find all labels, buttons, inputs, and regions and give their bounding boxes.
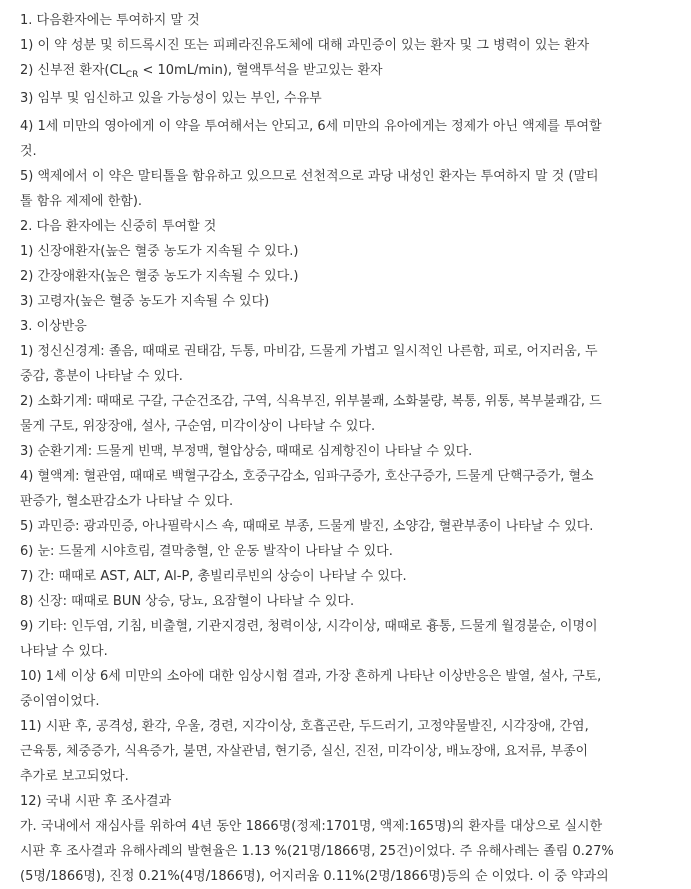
text-line: 판증가, 혈소판감소가 나타날 수 있다. xyxy=(20,494,234,509)
text-line: 톨 함유 제제에 한함). xyxy=(20,194,143,209)
text-line: 12) 국내 시판 후 조사결과 xyxy=(20,794,172,809)
subscript-cr: CR xyxy=(125,70,139,80)
list-item xyxy=(20,789,691,814)
list-item xyxy=(20,814,691,889)
text-line: 10) 1세 이상 6세 미만의 소아에 대한 임상시험 결과, 가장 흔하게 나타난 이상반응은 발열, 설사, 구토, xyxy=(20,669,602,684)
text-line: 11) 시판 후, 공격성, 환각, 우울, 경련, 지각이상, 호흡곤란, 두드러기, 고정약물발진, 시각장애, 간염, xyxy=(20,719,589,734)
text-line: 5) 액제에서 이 약은 말티톨을 함유하고 있으므로 선천적으로 과당 내성인 환자는 투여하지 말 것 (말티 xyxy=(20,169,599,184)
list-item-renal-failure xyxy=(20,58,691,83)
list-item xyxy=(20,614,691,664)
text-line: 8) 신장: 때때로 BUN 상승, 당뇨, 요잠혈이 나타날 수 있다. xyxy=(20,594,355,609)
text-line: 4) 혈액계: 혈관염, 때때로 백혈구감소, 호중구감소, 임파구증가, 호산구증가, 드물게 단핵구증가, 혈소 xyxy=(20,469,594,484)
text-line: 물게 구토, 위장장애, 설사, 구순염, 미각이상이 나타날 수 있다. xyxy=(20,419,376,434)
text-line: 1. 다음환자에는 투여하지 말 것 xyxy=(20,13,200,28)
text-line: 6) 눈: 드물게 시야흐림, 결막충혈, 안 운동 발작이 나타날 수 있다. xyxy=(20,544,393,559)
text-line: 1) 정신신경계: 졸음, 때때로 권태감, 두통, 마비감, 드물게 가볍고 일시적인 나른함, 피로, 어지러움, 두 xyxy=(20,344,598,359)
list-item xyxy=(20,464,691,514)
text-line: 3. 이상반응 xyxy=(20,319,87,334)
section-heading-contraindications xyxy=(20,8,691,33)
list-item xyxy=(20,539,691,564)
text-line: 근육통, 체중증가, 식욕증가, 불면, 자살관념, 현기증, 실신, 진전, 미각이상, 배뇨장애, 요저류, 부종이 xyxy=(20,744,589,759)
list-item xyxy=(20,439,691,464)
list-item xyxy=(20,264,691,289)
text-line: 3) 임부 및 임신하고 있을 가능성이 있는 부인, 수유부 xyxy=(20,91,322,106)
text-line: 2) 소화기계: 때때로 구갈, 구순건조감, 구역, 식욕부진, 위부불쾌, 소화불량, 복통, 위통, 복부불쾌감, 드 xyxy=(20,394,602,409)
text-line: 4) 1세 미만의 영아에게 이 약을 투여해서는 안되고, 6세 미만의 유아에게는 정제가 아닌 액제를 투여할 xyxy=(20,119,602,134)
text-prefix: 2) 신부전 환자(CL xyxy=(20,63,126,78)
text-line: 7) 간: 때때로 AST, ALT, Al-P, 총빌리루빈의 상승이 나타날 수 있다. xyxy=(20,569,407,584)
list-item xyxy=(20,164,691,214)
list-item xyxy=(20,339,691,389)
text-line: 추가로 보고되었다. xyxy=(20,769,129,784)
section-heading-adverse-reactions xyxy=(20,314,691,339)
text-line: 1) 신장애환자(높은 혈중 농도가 지속될 수 있다.) xyxy=(20,244,299,259)
list-item xyxy=(20,289,691,314)
text-line: 중감, 흥분이 나타날 수 있다. xyxy=(20,369,183,384)
text-line: 가. 국내에서 재심사를 위하여 4년 동안 1866명(정제:1701명, 액제:165명)의 환자를 대상으로 실시한 xyxy=(20,819,603,834)
text-line: 3) 순환기계: 드물게 빈맥, 부정맥, 혈압상승, 때때로 심계항진이 나타날 수 있다. xyxy=(20,444,473,459)
list-item xyxy=(20,114,691,164)
text-line: 9) 기타: 인두염, 기침, 비출혈, 기관지경련, 청력이상, 시각이상, 때때로 흉통, 드물게 월경불순, 이명이 xyxy=(20,619,598,634)
text-line: 1) 이 약 성분 및 히드록시진 또는 피페라진유도체에 대해 과민증이 있는 환자 및 그 병력이 있는 환자 xyxy=(20,38,590,53)
list-item xyxy=(20,83,691,114)
text-line: 2) 간장애환자(높은 혈중 농도가 지속될 수 있다.) xyxy=(20,269,299,284)
list-item xyxy=(20,589,691,614)
text-line: 나타날 수 있다. xyxy=(20,644,108,659)
text-line: 중이염이었다. xyxy=(20,694,100,709)
list-item xyxy=(20,714,691,789)
text-line: 5) 과민증: 광과민증, 아나필락시스 쇽, 때때로 부종, 드물게 발진, 소양감, 혈관부종이 나타날 수 있다. xyxy=(20,519,594,534)
list-item xyxy=(20,514,691,539)
text-line: 2. 다음 환자에는 신중히 투여할 것 xyxy=(20,219,217,234)
section-heading-caution xyxy=(20,214,691,239)
text-suffix: < 10mL/min), 혈액투석을 받고있는 환자 xyxy=(138,63,383,78)
list-item xyxy=(20,389,691,439)
list-item xyxy=(20,239,691,264)
text-line: 시판 후 조사결과 유해사례의 발현율은 1.13 %(21명/1866명, 25건)이었다. 주 유해사례는 졸림 0.27% xyxy=(20,844,614,859)
list-item xyxy=(20,33,691,58)
text-line: 것. xyxy=(20,144,37,159)
text-line xyxy=(20,58,691,83)
list-item xyxy=(20,664,691,714)
text-line: (5명/1866명), 진정 0.21%(4명/1866명), 어지러움 0.11%(2명/1866명)등의 순 이었다. 이 중 약과의 xyxy=(20,869,609,884)
text-line: 3) 고령자(높은 혈중 농도가 지속될 수 있다) xyxy=(20,294,270,309)
list-item xyxy=(20,564,691,589)
